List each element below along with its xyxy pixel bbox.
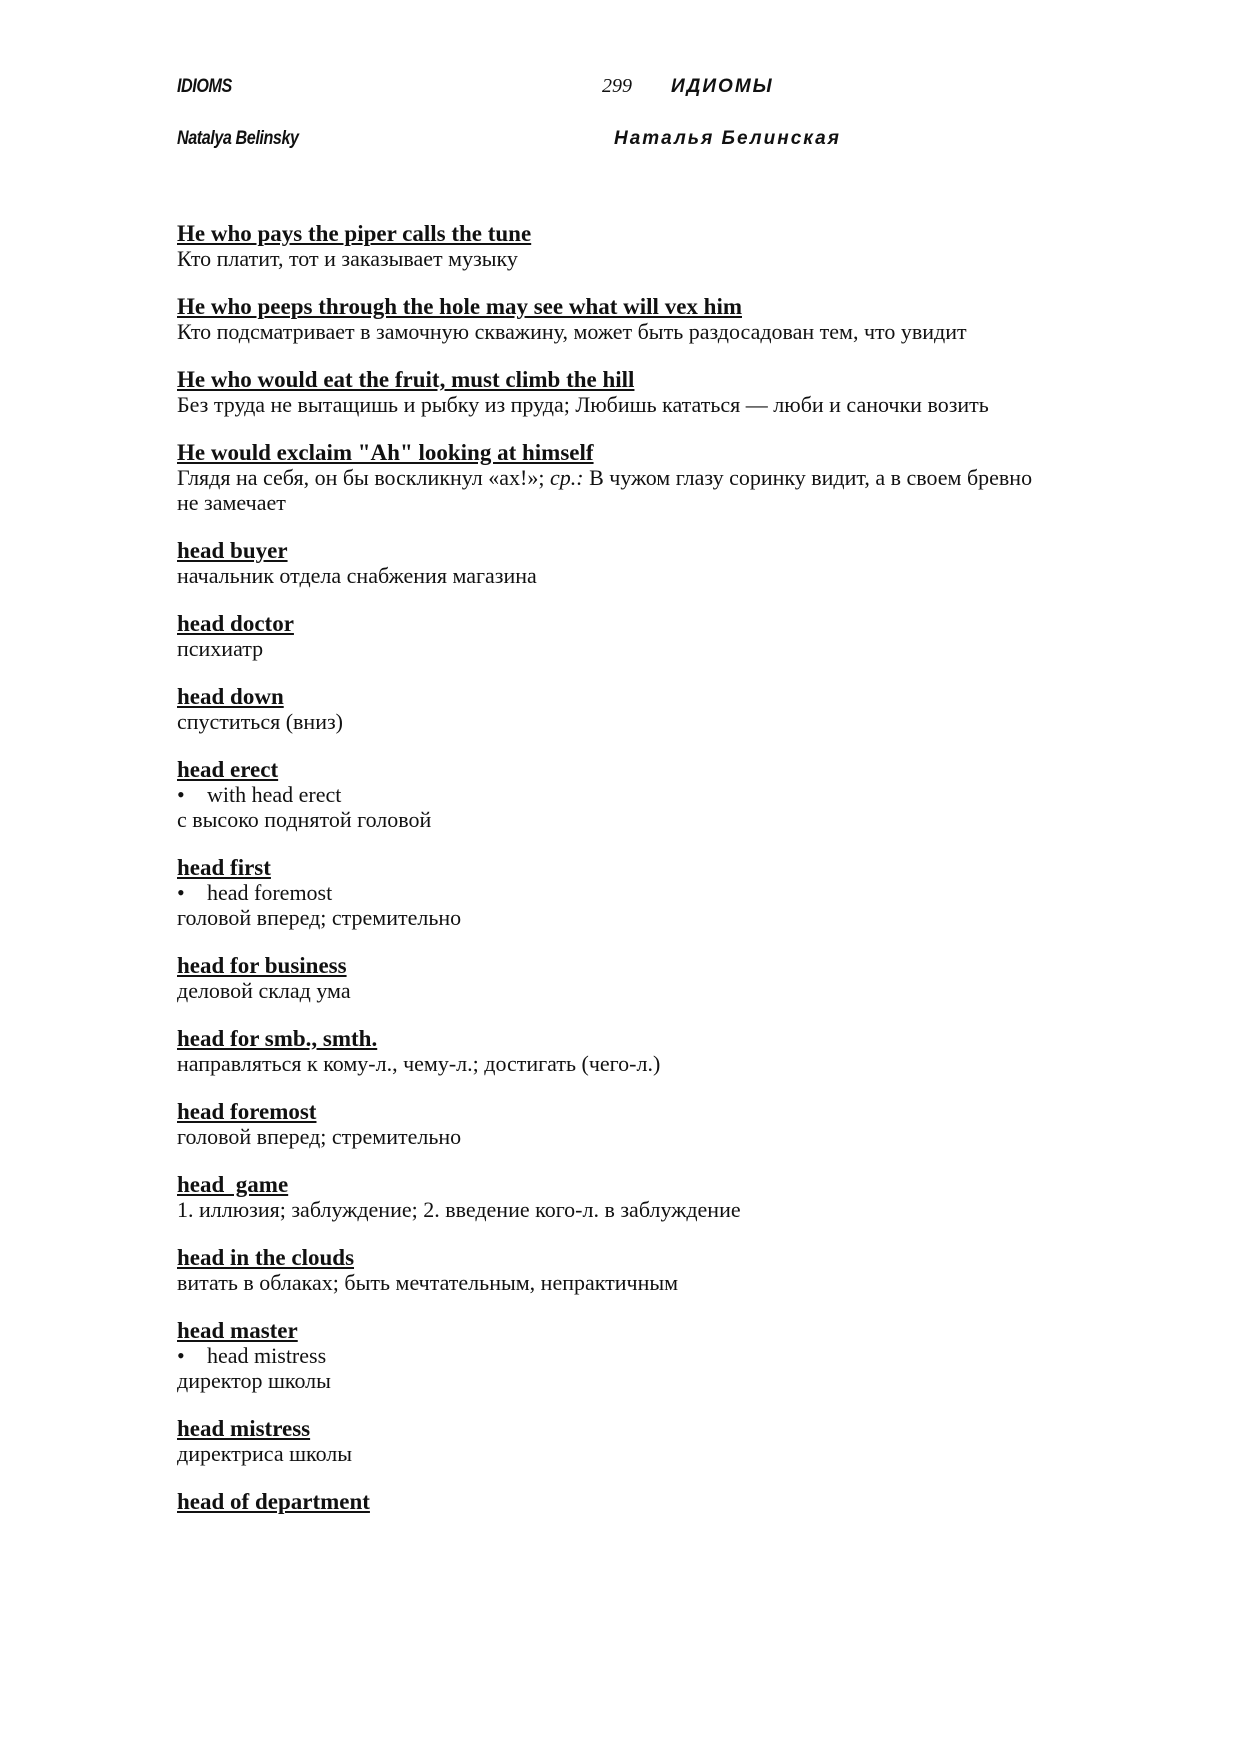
idiom-definition: директор школы (177, 1368, 331, 1393)
idiom-term: head in the clouds (177, 1245, 355, 1270)
idiom-term: head of department (177, 1489, 370, 1514)
header-title-ru: ИДИОМЫ (671, 76, 774, 97)
idiom-term: He who pays the piper calls the tune (177, 221, 532, 246)
bullet-icon: • (177, 1343, 185, 1368)
idiom-definition: директриса школы (177, 1441, 353, 1466)
idiom-entry (177, 1245, 1057, 1295)
header-title-en: IDIOMS (177, 76, 232, 97)
idiom-definition: спуститься (вниз) (177, 709, 343, 734)
idiom-definition: витать в облаках; быть мечтательным, непрактичным (177, 1270, 679, 1295)
idiom-entry (177, 538, 1057, 588)
header-author-ru: Наталья Белинская (614, 128, 841, 149)
definition-text: В чужом глазу соринку видит, а в своем бревно не замечает (177, 465, 1033, 515)
idiom-term: head foremost (177, 1099, 317, 1124)
idiom-definition (177, 465, 1057, 515)
idiom-entry (177, 757, 1057, 832)
idiom-variant (177, 782, 1057, 807)
idiom-entry (177, 221, 1057, 271)
idiom-entry-list (177, 221, 1057, 1537)
idiom-entry (177, 953, 1057, 1003)
idiom-term: head first (177, 855, 271, 880)
idiom-definition: деловой склад ума (177, 978, 351, 1003)
idiom-term: head master (177, 1318, 298, 1343)
idiom-definition: 1. иллюзия; заблуждение; 2. введение кого-л. в заблуждение (177, 1197, 741, 1222)
idiom-entry (177, 1489, 1057, 1514)
variant-text: head mistress (207, 1343, 327, 1368)
variant-text: head foremost (207, 880, 333, 905)
idiom-definition: направляться к кому-л., чему-л.; достигать (чего-л.) (177, 1051, 661, 1076)
cross-reference-marker: ср.: (550, 465, 584, 490)
idiom-term: He who peeps through the hole may see what will vex him (177, 294, 742, 319)
idiom-entry (177, 611, 1057, 661)
header-author-en: Natalya Belinsky (177, 128, 299, 149)
idiom-term: head for smb., smth. (177, 1026, 378, 1051)
idiom-term: head game (177, 1172, 289, 1197)
idiom-definition: с высоко поднятой головой (177, 807, 432, 832)
idiom-entry (177, 855, 1057, 930)
idiom-definition: начальник отдела снабжения магазина (177, 563, 537, 588)
variant-text: with head erect (207, 782, 342, 807)
idiom-entry (177, 1416, 1057, 1466)
idiom-term: head down (177, 684, 284, 709)
idiom-variant (177, 1343, 1057, 1368)
idiom-term: head doctor (177, 611, 294, 636)
idiom-entry (177, 1172, 1057, 1222)
idiom-entry (177, 684, 1057, 734)
idiom-entry (177, 294, 1057, 344)
idiom-definition: психиатр (177, 636, 264, 661)
idiom-term: He would exclaim "Ah" looking at himself (177, 440, 594, 465)
idiom-definition: головой вперед; стремительно (177, 905, 462, 930)
idiom-entry (177, 440, 1057, 515)
page-number: 299 (602, 75, 632, 97)
idiom-term: head for business (177, 953, 347, 978)
idiom-term: He who would eat the fruit, must climb the hill (177, 367, 635, 392)
definition-text: Глядя на себя, он бы воскликнул «ах!»; (177, 465, 550, 490)
idiom-definition: Кто платит, тот и заказывает музыку (177, 246, 518, 271)
bullet-icon: • (177, 782, 185, 807)
idiom-term: head erect (177, 757, 279, 782)
idiom-entry (177, 1026, 1057, 1076)
idiom-term: head buyer (177, 538, 288, 563)
idiom-entry (177, 367, 1057, 417)
idiom-definition: Кто подсматривает в замочную скважину, может быть раздосадован тем, что увидит (177, 319, 967, 344)
idiom-definition: Без труда не вытащишь и рыбку из пруда; Любишь кататься — люби и саночки возить (177, 392, 989, 417)
idiom-entry (177, 1099, 1057, 1149)
idiom-entry (177, 1318, 1057, 1393)
idiom-variant (177, 880, 1057, 905)
idiom-term: head mistress (177, 1416, 311, 1441)
idiom-definition: головой вперед; стремительно (177, 1124, 462, 1149)
bullet-icon: • (177, 880, 185, 905)
